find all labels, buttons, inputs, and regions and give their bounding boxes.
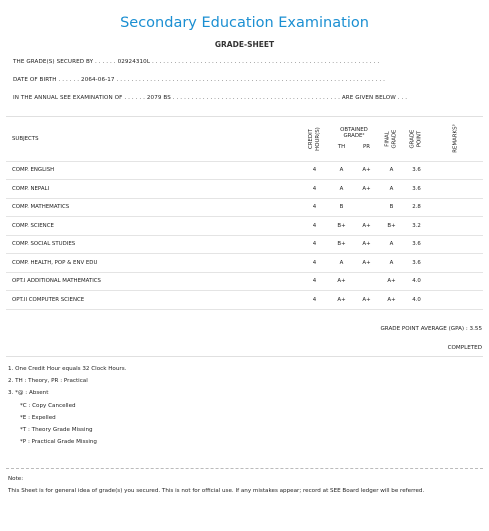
header-subjects: SUBJECTS — [6, 117, 300, 161]
notes-top-divider — [6, 356, 483, 357]
cell-final-grade: A+ — [379, 291, 404, 310]
dob-dots: . . . . . . . . . . . . . . . . . . . . . . . . . . . . . . . . . . . . . . . . . . . . . . . . . . . . . . . . . . . . . . . . . . . . . . . . — [116, 77, 386, 83]
cell-final-grade: B — [379, 198, 404, 217]
cell-credit-hour: 4 — [300, 198, 329, 217]
exam-line — [13, 95, 407, 101]
cell-subject: COMP. HEALTH, POP & ENV EDU — [6, 254, 300, 273]
cell-th-grade: A+ — [329, 272, 354, 291]
cell-remarks — [429, 217, 483, 236]
cell-subject: OPT.I ADDITIONAL MATHEMATICS — [6, 272, 300, 291]
header-credit-hours — [300, 117, 329, 161]
table-row — [6, 291, 483, 310]
cell-pr-grade: A+ — [354, 161, 379, 180]
note-item: 1. One Credit Hour equals 32 Clock Hours. — [8, 366, 127, 372]
cell-credit-hour: 4 — [300, 161, 329, 180]
cell-th-grade: B+ — [329, 235, 354, 254]
exam-suffix: ARE GIVEN BELOW . . . — [341, 95, 408, 101]
note-subitem: *P : Practical Grade Missing — [20, 439, 97, 446]
table-row — [6, 198, 483, 217]
cell-pr-grade: A+ — [354, 180, 379, 199]
note-subitem: *E : Expelled — [20, 414, 56, 421]
cell-grade-point: 3.2 — [404, 217, 429, 236]
header-final-line1: FINAL — [384, 131, 391, 147]
symbol-label: THE GRADE(S) SECURED BY . . . . . . — [13, 59, 116, 65]
note-subitem: *T : Theory Grade Missing — [20, 427, 93, 434]
cell-subject: COMP. MATHEMATICS — [6, 198, 300, 217]
cell-grade-point: 4.0 — [404, 291, 429, 310]
header-remarks-label: REMARKS³ — [452, 124, 459, 153]
cell-credit-hour: 4 — [300, 235, 329, 254]
cell-subject: COMP. SCIENCE — [6, 217, 300, 236]
footer-note-text: This Sheet is for general idea of grade(s) you secured. This is not for official use. If any mistakes appear; record at SEE Board ledger will be referred. — [8, 487, 425, 494]
footer-divider — [6, 468, 483, 469]
table-row — [6, 161, 483, 180]
page-title: Secondary Education Examination — [120, 15, 369, 31]
cell-remarks — [429, 272, 483, 291]
cell-final-grade: A — [379, 254, 404, 273]
cell-credit-hour: 4 — [300, 291, 329, 310]
cell-pr-grade: A+ — [354, 217, 379, 236]
symbol-dots: . . . . . . . . . . . . . . . . . . . . . . . . . . . . . . . . . . . . . . . . . . . . . . . . . . . . . . . . . . . . . — [151, 59, 380, 65]
cell-credit-hour: 4 — [300, 217, 329, 236]
header-obtained-grade — [329, 117, 379, 139]
header-th: TH — [329, 139, 354, 161]
table-row — [6, 180, 483, 199]
result-status: COMPLETED — [447, 345, 482, 351]
cell-grade-point: 3.6 — [404, 254, 429, 273]
cell-subject: COMP. SOCIAL STUDIES — [6, 235, 300, 254]
cell-grade-point: 3.6 — [404, 161, 429, 180]
cell-credit-hour: 4 — [300, 180, 329, 199]
header-obtained-line1: OBTAINED — [340, 127, 368, 133]
cell-final-grade: A — [379, 161, 404, 180]
table-row — [6, 235, 483, 254]
cell-pr-grade — [354, 198, 379, 217]
cell-th-grade: A+ — [329, 291, 354, 310]
dob-label: DATE OF BIRTH . . . . . . — [13, 77, 80, 83]
cell-th-grade: A — [329, 254, 354, 273]
cell-final-grade: A — [379, 235, 404, 254]
header-gp-line1: GRADE — [409, 129, 416, 149]
header-remarks — [429, 117, 483, 161]
grade-table — [6, 117, 483, 310]
dob-value: 2064-06-17 — [81, 77, 115, 83]
header-final-line2: GRADE — [391, 129, 398, 149]
header-obtained-line2: GRADE² — [343, 133, 365, 139]
cell-pr-grade: A+ — [354, 291, 379, 310]
cell-final-grade: A+ — [379, 272, 404, 291]
cell-credit-hour: 4 — [300, 272, 329, 291]
cell-grade-point: 4.0 — [404, 272, 429, 291]
header-credit-line1: CREDIT — [307, 128, 314, 149]
cell-th-grade: B — [329, 198, 354, 217]
table-row — [6, 254, 483, 273]
dob-line — [13, 77, 385, 83]
symbol-value: 02924310L — [117, 59, 151, 65]
symbol-line — [13, 59, 379, 65]
page-subtitle: GRADE-SHEET — [214, 40, 275, 49]
exam-dots: . . . . . . . . . . . . . . . . . . . . . . . . . . . . . . . . . . . . . . . . . . . . . — [172, 95, 340, 101]
cell-remarks — [429, 161, 483, 180]
header-pr: PR — [354, 139, 379, 161]
cell-grade-point: 2.8 — [404, 198, 429, 217]
cell-subject: OPT.II COMPUTER SCIENCE — [6, 291, 300, 310]
cell-final-grade: B+ — [379, 217, 404, 236]
cell-pr-grade: A+ — [354, 254, 379, 273]
cell-remarks — [429, 254, 483, 273]
notes-list — [8, 363, 126, 448]
table-header-row — [6, 117, 483, 139]
exam-label: IN THE ANNUAL SEE EXAMINATION OF . . . . . . — [13, 95, 145, 101]
cell-grade-point: 3.6 — [404, 235, 429, 254]
note-item: 3. *@ : Absent — [8, 390, 49, 397]
note-subitem: *C : Copy Cancelled — [20, 402, 76, 409]
header-gp-line2: POINT — [416, 130, 423, 147]
header-grade-point — [404, 117, 429, 161]
cell-pr-grade — [354, 272, 379, 291]
cell-final-grade: A — [379, 180, 404, 199]
cell-remarks — [429, 180, 483, 199]
cell-grade-point: 3.6 — [404, 180, 429, 199]
cell-remarks — [429, 235, 483, 254]
table-row — [6, 217, 483, 236]
cell-remarks — [429, 291, 483, 310]
footer-note-label: Note: — [8, 476, 24, 482]
cell-remarks — [429, 198, 483, 217]
cell-pr-grade: A+ — [354, 235, 379, 254]
header-credit-line2: HOUR(S) — [314, 126, 321, 151]
note-item: 2. TH : Theory, PR : Practical — [8, 378, 88, 385]
footer-note — [8, 474, 478, 497]
cell-subject: COMP. ENGLISH — [6, 161, 300, 180]
exam-value: 2079 BS — [146, 95, 171, 101]
gpa-summary: GRADE POINT AVERAGE (GPA) : 3.55 — [380, 326, 482, 332]
header-final-grade — [379, 117, 404, 161]
cell-th-grade: B+ — [329, 217, 354, 236]
cell-credit-hour: 4 — [300, 254, 329, 273]
table-row — [6, 272, 483, 291]
cell-th-grade: A — [329, 180, 354, 199]
cell-th-grade: A — [329, 161, 354, 180]
cell-subject: COMP. NEPALI — [6, 180, 300, 199]
